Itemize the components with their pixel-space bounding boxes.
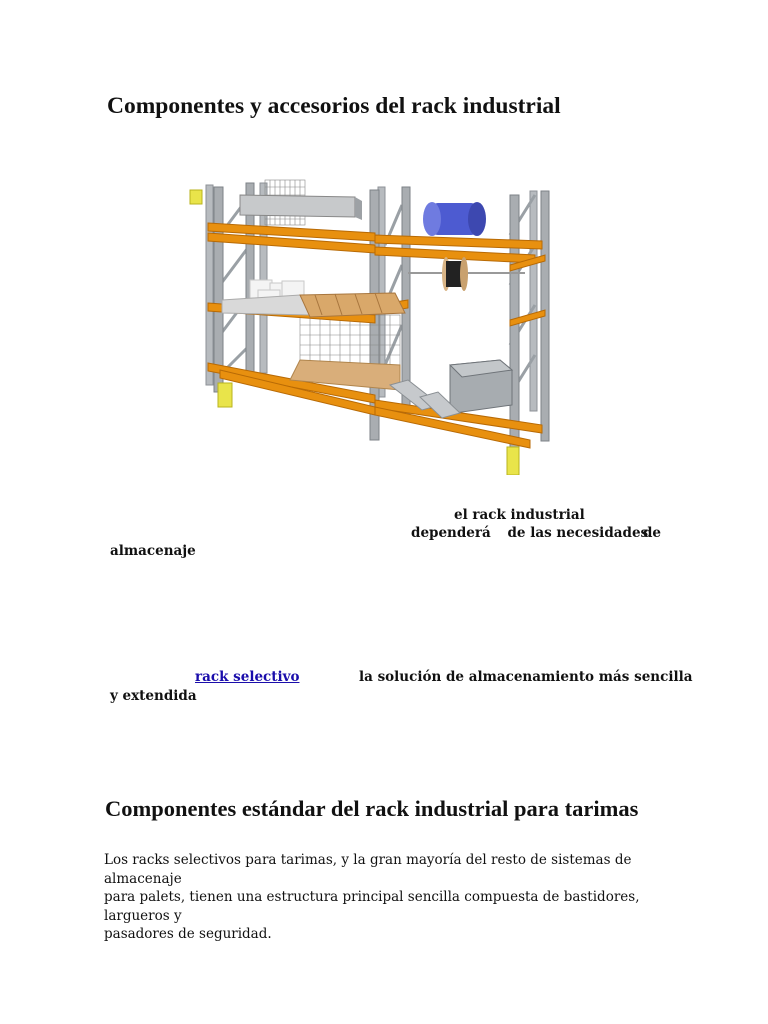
para-1-fragment-2b: de las necesidades <box>507 525 649 541</box>
para-1-fragment-2c: de <box>642 525 661 541</box>
shelf-deck <box>222 295 310 315</box>
para-1-fragment-3: almacenaje <box>110 543 196 559</box>
para-3-line-2: para palets, tienen una estructura principal sencilla compuesta de bastidores, largueros y <box>104 889 640 924</box>
para-1-line-2 <box>411 525 661 541</box>
para-3 <box>104 851 684 944</box>
rack-illustration <box>150 175 590 475</box>
rack-selectivo-link[interactable]: rack selectivo <box>195 669 300 685</box>
blue-drum <box>423 202 486 236</box>
para-3-line-3: pasadores de seguridad. <box>104 926 272 942</box>
para-3-line-1: Los racks selectivos para tarimas, y la gran mayoría del resto de sistemas de almacenaje <box>104 852 632 887</box>
section-heading: Componentes estándar del rack industrial para tarimas <box>105 796 639 821</box>
wood-pallet <box>300 293 405 317</box>
para-1-fragment-2a: dependerá <box>411 525 491 541</box>
page-title: Componentes y accesorios del rack industrial <box>107 93 561 119</box>
metal-bin <box>450 360 512 413</box>
long-boxes <box>240 195 362 220</box>
para-2-fragment-1: la solución de almacenamiento más sencilla <box>359 669 693 685</box>
para-1-fragment-1: el rack industrial <box>454 507 585 523</box>
para-2-fragment-2: y extendida <box>110 688 197 704</box>
